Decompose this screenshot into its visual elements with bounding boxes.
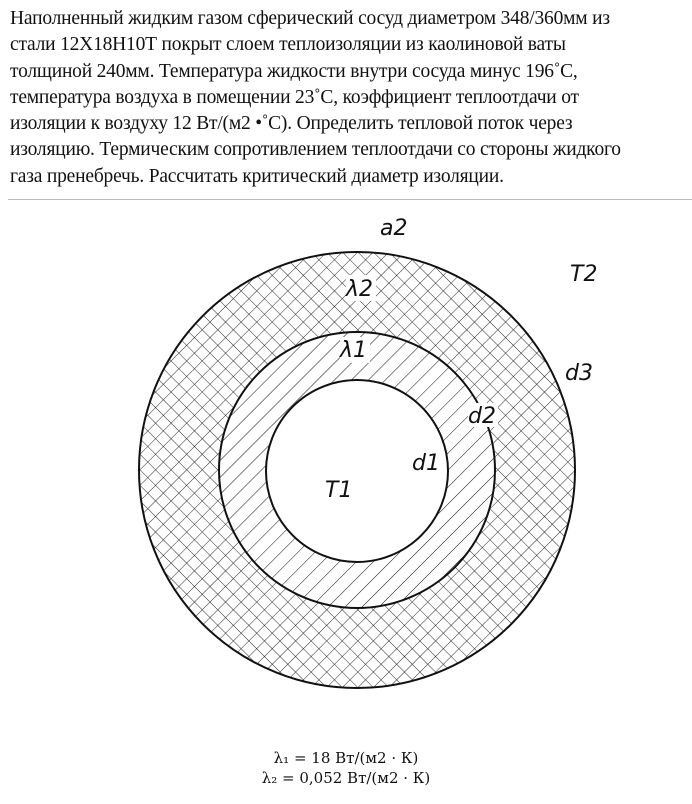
- label-T1: T1: [325, 478, 353, 503]
- formula-lambda2: λ₂ = 0,052 Вт/(м2 · К): [261, 769, 431, 787]
- divider: [8, 199, 692, 200]
- label-d2: d2: [468, 404, 496, 429]
- task-line: газа пренебречь. Рассчитать критический диаметр изоляции.: [10, 165, 504, 187]
- task-line: температура воздуха в помещении 23˚С, коэффициент теплоотдачи от: [10, 86, 579, 108]
- label-d1: d1: [412, 451, 440, 476]
- label-a2: a2: [380, 216, 408, 241]
- task-line: изоляции к воздуху 12 Вт/(м2 •˚С). Определить тепловой поток через: [10, 113, 573, 135]
- label-lambda1: λ1: [340, 338, 368, 363]
- task-line: изоляцию. Термическим сопротивлением теплоотдачи со стороны жидкого: [10, 139, 621, 161]
- formula-lambda1: λ₁ = 18 Вт/(м2 · К): [273, 749, 419, 767]
- problem-statement: [10, 6, 690, 190]
- task-line: стали 12Х18Н10Т покрыт слоем теплоизоляции из каолиновой ваты: [10, 34, 566, 56]
- task-line: толщиной 240мм. Температура жидкости внутри сосуда минус 196˚С,: [10, 60, 578, 82]
- label-T2: T2: [570, 262, 598, 287]
- label-lambda2: λ2: [346, 277, 374, 302]
- sphere-insulation-diagram: [0, 205, 692, 745]
- label-d3: d3: [565, 361, 593, 386]
- task-line: Наполненный жидким газом сферический сосуд диаметром 348/360мм из: [10, 8, 610, 29]
- conductivity-formulas: [0, 748, 692, 788]
